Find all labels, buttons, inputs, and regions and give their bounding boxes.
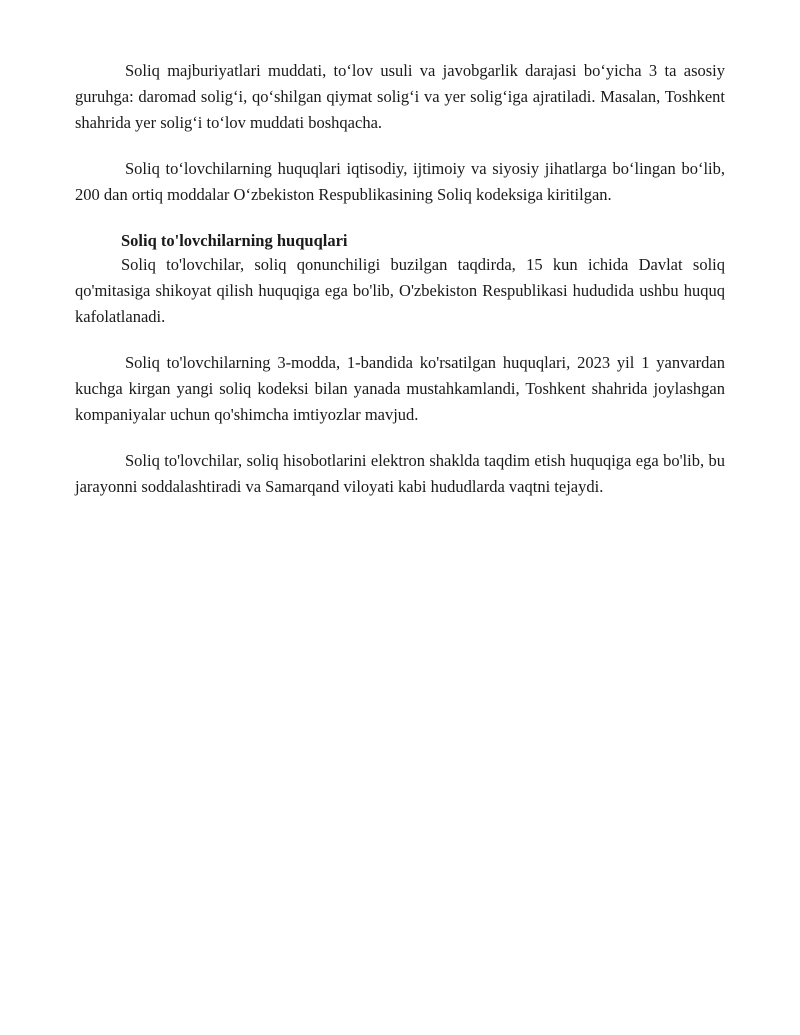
document-page: [75, 58, 725, 500]
paragraph-article-3-rights: Soliq to'lovchilarning 3-modda, 1-bandida ko'rsatilgan huquqlari, 2023 yil 1 yanvardan kuchga kirgan yangi soliq kodeksi bilan yanada mustahkamlandi, Toshkent shahrida joylashgan kompaniyalar uchun qo'shimcha imtiyozlar mavjud.: [75, 353, 725, 424]
paragraph-electronic-reports: Soliq to'lovchilar, soliq hisobotlarini elektron shaklda taqdim etish huquqiga ega bo'lib, bu jarayonni soddalashtiradi va Samarqand viloyati kabi hududlarda vaqtni tejaydi.: [75, 451, 725, 496]
paragraph-complaint-right: Soliq to'lovchilar, soliq qonunchiligi buzilgan taqdirda, 15 kun ichida Davlat soliq qo'mitasiga shikoyat qilish huquqiga ega bo'lib, O'zbekiston Respublikasi hududida ushbu huquq kafolatlanadi.: [75, 255, 725, 326]
section-heading: Soliq to'lovchilarning huquqlari: [121, 231, 348, 250]
paragraph-tax-obligations: Soliq majburiyatlari muddati, to‘lov usuli va javobgarlik darajasi bo‘yicha 3 ta asosiy guruhga: daromad solig‘i, qo‘shilgan qiymat solig‘i va yer solig‘iga ajratiladi. Masalan, Toshkent shahrida yer solig‘i to‘lov muddati boshqacha.: [75, 61, 725, 132]
paragraph-taxpayer-rights-overview: Soliq to‘lovchilarning huquqlari iqtisodiy, ijtimoiy va siyosiy jihatlarga bo‘lingan bo‘lib, 200 dan ortiq moddalar O‘zbekiston Respublikasining Soliq kodeksiga kiritilgan.: [75, 159, 725, 204]
